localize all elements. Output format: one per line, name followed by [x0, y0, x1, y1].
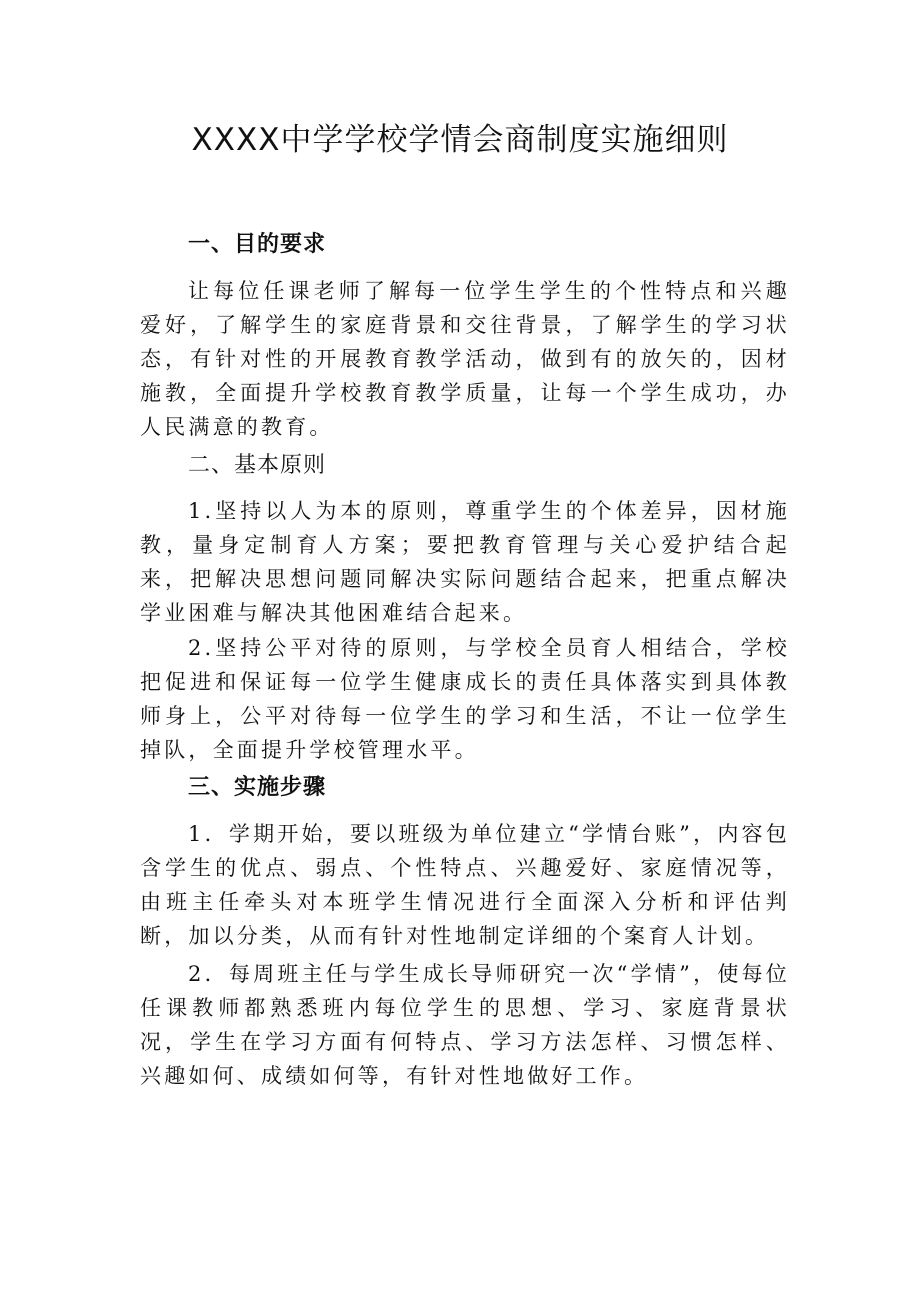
- section-heading-purpose: 一、目的要求: [188, 232, 327, 257]
- paragraph-purpose: 让每位任课老师了解每一位学生学生的个性特点和兴趣爱好，了解学生的家庭背景和交往背景，了解学生的学习状态，有针对性的开展教育教学活动，做到有的放矢的，因材施教，全面提升学校教育教学质量，让每一个学生成功，办人民满意的教育。: [140, 279, 790, 439]
- document-title: XXXX中学学校学情会商制度实施细则: [191, 122, 729, 158]
- section-heading-principles: 二、基本原则: [188, 453, 327, 478]
- paragraph-step-2: 2．每周班主任与学生成长导师研究一次“学情”，使每位任课教师都熟悉班内每位学生的思想、学习、家庭背景状况，学生在学习方面有何特点、学习方法怎样、习惯怎样、兴趣如何、成绩如何等，有针对性地做好工作。: [140, 962, 790, 1088]
- paragraph-step-1: 1．学期开始，要以班级为单位建立“学情台账”，内容包含学生的优点、弱点、个性特点、兴趣爱好、家庭情况等，由班主任牵头对本班学生情况进行全面深入分析和评估判断，加以分类，从而有针对性地制定详细的个案育人计划。: [140, 822, 790, 948]
- paragraph-principle-1: 1.坚持以人为本的原则，尊重学生的个体差异，因材施教，量身定制育人方案；要把教育管理与关心爱护结合起来，把解决思想问题同解决实际问题结合起来，把重点解决学业困难与解决其他困难结合起来。: [140, 499, 790, 625]
- paragraph-principle-2: 2.坚持公平对待的原则，与学校全员育人相结合，学校把促进和保证每一位学生健康成长的责任具体落实到具体教师身上，公平对待每一位学生的学习和生活，不让一位学生掉队，全面提升学校管理水平。: [140, 636, 790, 762]
- section-heading-steps: 三、实施步骤: [188, 775, 327, 800]
